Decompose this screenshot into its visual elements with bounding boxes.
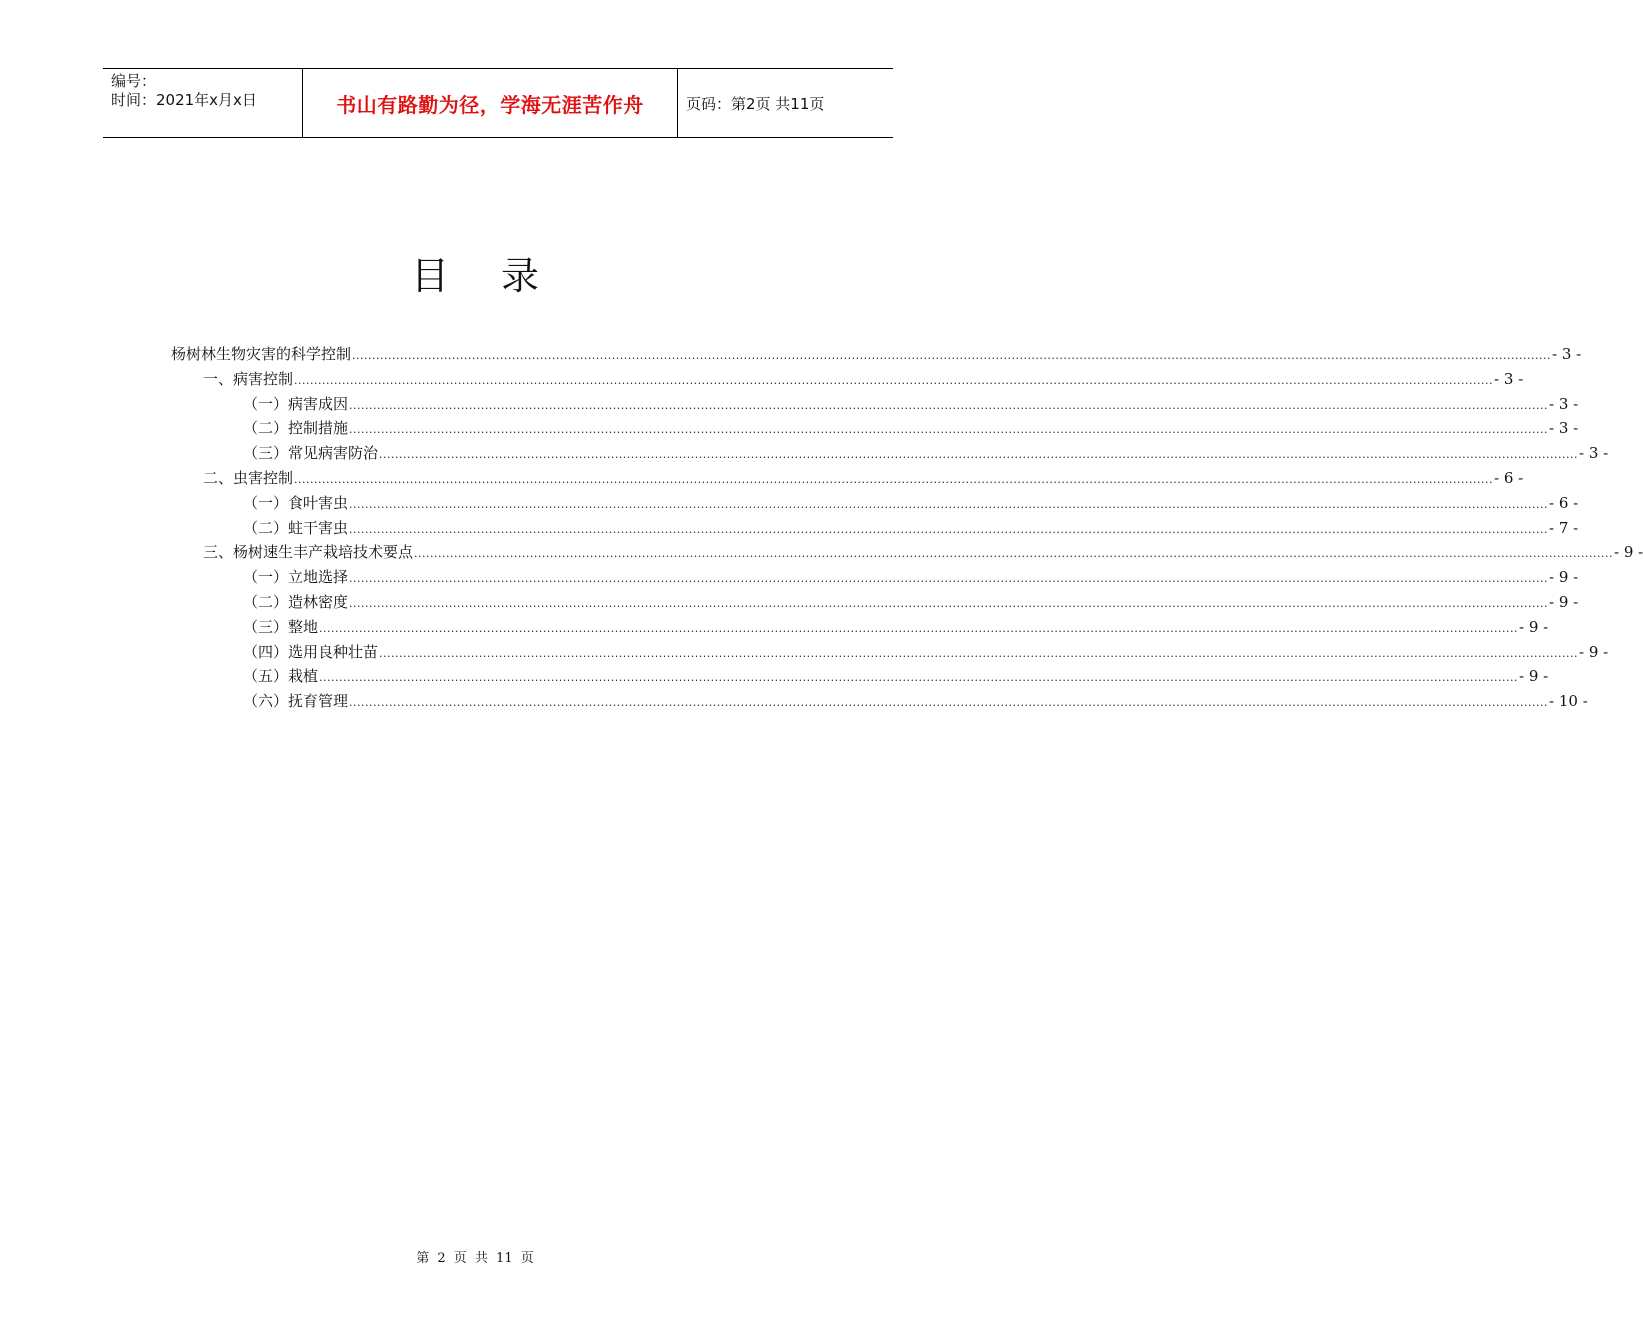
toc-entry[interactable] [243, 491, 1579, 516]
toc-entry-title: （二）蛀干害虫 [243, 519, 349, 537]
toc-dot-leader: ............................................................................................................................................................................................................................................................................................................ [349, 696, 1548, 709]
toc-entry-page: - 6 - [1549, 494, 1579, 512]
toc-dot-leader: ............................................................................................................................................................................................................................................................................................................ [379, 448, 1578, 461]
toc-entry-page: - 9 - [1519, 667, 1549, 685]
page-header [103, 68, 893, 138]
toc-entry-page: - 9 - [1549, 568, 1579, 586]
toc-entry[interactable] [243, 441, 1609, 466]
toc-dot-leader: ............................................................................................................................................................................................................................................................................................................ [294, 374, 1493, 387]
toc-entry-title: （二）控制措施 [243, 419, 349, 437]
toc-entry-page: - 9 - [1549, 593, 1579, 611]
toc-dot-leader: ............................................................................................................................................................................................................................................................................................................ [319, 622, 1518, 635]
toc-entry[interactable] [243, 640, 1609, 665]
toc-dot-leader: ............................................................................................................................................................................................................................................................................................................ [319, 671, 1518, 684]
toc-entry-page: - 3 - [1494, 370, 1524, 388]
toc-entry-title: 杨树林生物灾害的科学控制 [171, 345, 352, 363]
toc-entry[interactable] [203, 466, 1524, 491]
page-title: 目录 [410, 254, 591, 298]
toc-entry-page: - 3 - [1579, 444, 1609, 462]
toc-entry-title: （五）栽植 [243, 667, 319, 685]
toc-entry[interactable] [243, 664, 1549, 689]
toc-entry[interactable] [243, 689, 1588, 714]
toc-entry-title: （一）食叶害虫 [243, 494, 349, 512]
toc-entry-title: （一）病害成因 [243, 395, 349, 413]
toc-entry-title: 一、病害控制 [203, 370, 294, 388]
toc-entry[interactable] [203, 540, 1643, 565]
toc-entry[interactable] [243, 590, 1579, 615]
toc-dot-leader: ............................................................................................................................................................................................................................................................................................................ [349, 423, 1548, 436]
toc-entry[interactable] [203, 367, 1524, 392]
toc-dot-leader: ............................................................................................................................................................................................................................................................................................................ [349, 597, 1548, 610]
toc-entry[interactable] [243, 516, 1579, 541]
toc-entry-title: 三、杨树速生丰产栽培技术要点 [203, 543, 414, 561]
toc-entry-page: - 7 - [1549, 519, 1579, 537]
toc-entry-title: （四）选用良种壮苗 [243, 643, 379, 661]
toc-entry[interactable] [171, 342, 1582, 367]
header-meta [103, 69, 303, 137]
toc-dot-leader: ............................................................................................................................................................................................................................................................................................................ [352, 349, 1551, 362]
toc-dot-leader: ............................................................................................................................................................................................................................................................................................................ [349, 572, 1548, 585]
toc-entry-page: - 3 - [1552, 345, 1582, 363]
doc-number-label: 编号： [111, 72, 157, 90]
toc-entry-page: - 3 - [1549, 419, 1579, 437]
toc-entry[interactable] [243, 392, 1579, 417]
header-page-info: 页码：第2页 共11页 [686, 94, 825, 113]
toc-entry-title: （一）立地选择 [243, 568, 349, 586]
toc-entry[interactable] [243, 565, 1579, 590]
toc-dot-leader: ............................................................................................................................................................................................................................................................................................................ [294, 473, 1493, 486]
toc-entry-title: （三）常见病害防治 [243, 444, 379, 462]
toc-dot-leader: ............................................................................................................................................................................................................................................................................................................ [349, 498, 1548, 511]
toc-entry-title: （二）造林密度 [243, 593, 349, 611]
toc-entry[interactable] [243, 416, 1579, 441]
toc-entry-title: （三）整地 [243, 618, 319, 636]
toc-dot-leader: ............................................................................................................................................................................................................................................................................................................ [349, 523, 1548, 536]
header-motto: 书山有路勤为径，学海无涯苦作舟 [303, 69, 678, 137]
toc-dot-leader: ............................................................................................................................................................................................................................................................................................................ [379, 647, 1578, 660]
toc-entry-page: - 9 - [1519, 618, 1549, 636]
toc-entry-page: - 9 - [1614, 543, 1643, 561]
toc-entry-page: - 9 - [1579, 643, 1609, 661]
toc-entry-page: - 10 - [1549, 692, 1588, 710]
toc-entry-page: - 6 - [1494, 469, 1524, 487]
toc-dot-leader: ............................................................................................................................................................................................................................................................................................................ [414, 547, 1613, 560]
toc-dot-leader: ............................................................................................................................................................................................................................................................................................................ [349, 399, 1548, 412]
toc-entry-title: （六）抚育管理 [243, 692, 349, 710]
toc-entry-title: 二、虫害控制 [203, 469, 294, 487]
doc-time-label: 时间：2021年x月x日 [111, 91, 257, 109]
page-footer: 第 2 页 共 11 页 [416, 1251, 534, 1266]
toc-entry[interactable] [243, 615, 1549, 640]
toc-entry-page: - 3 - [1549, 395, 1579, 413]
